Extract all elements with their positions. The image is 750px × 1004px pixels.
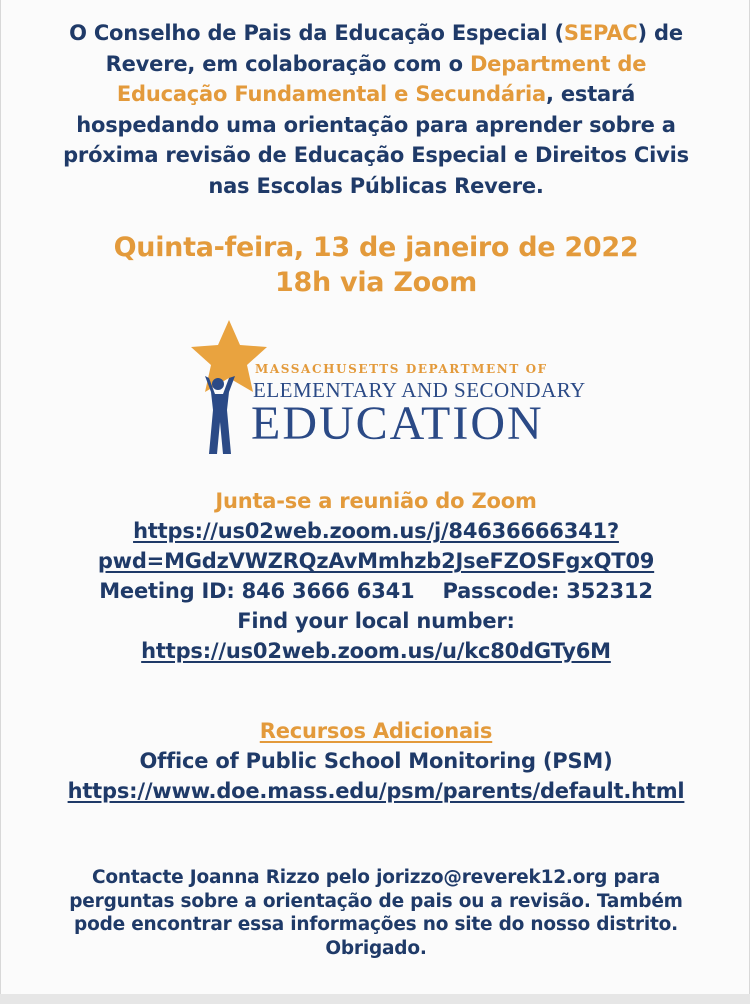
event-datetime (21, 230, 731, 300)
local-number-link[interactable]: https://us02web.zoom.us/u/kc80dGTy6M (141, 639, 611, 663)
contact-paragraph (31, 866, 721, 960)
local-number-label: Find your local number: (237, 609, 515, 633)
resources-section (11, 716, 741, 806)
psm-office-name: Office of Public School Monitoring (PSM) (139, 749, 613, 773)
zoom-heading: Junta-se a reunião do Zoom (215, 489, 537, 513)
dese-logo (187, 318, 586, 458)
contact-line-1: Contacte Joanna Rizzo pelo jorizzo@reverek12.org para (91, 867, 660, 888)
department-name-part1: Department de (469, 51, 647, 76)
intro-line-1: O Conselho de Pais da Educação Especial (SEPAC) de (69, 21, 683, 45)
page-bottom-edge (0, 994, 750, 1004)
psm-link[interactable]: https://www.doe.mass.edu/psm/parents/default.html (67, 779, 685, 803)
intro-line-5: próxima revisão de Educação Especial e Direitos Civis (63, 143, 689, 167)
meeting-passcode: Passcode: 352312 (442, 579, 653, 603)
zoom-section (11, 486, 741, 666)
resources-heading: Recursos Adicionais (259, 719, 493, 743)
logo-line-small: MASSACHUSETTS DEPARTMENT OF (255, 362, 548, 376)
intro-line-2: Revere, em colaboração com o Department de (105, 51, 647, 76)
meeting-credentials (11, 576, 741, 606)
contact-line-4: Obrigado. (325, 937, 427, 959)
contact-line-3: pode encontrar essa informações no site do nosso distrito. (74, 914, 678, 935)
logo-line-mid: ELEMENTARY AND SECONDARY (253, 378, 586, 402)
zoom-meeting-link[interactable]: https://us02web.zoom.us/j/84636666341? pwd=MGdzVWZRQzAvMmhzb2JseFZOSFgxQT09 (97, 519, 655, 573)
event-time: 18h via Zoom (275, 267, 477, 298)
sepac-acronym: SEPAC (563, 21, 638, 45)
intro-line-4: hospedando uma orientação para aprender sobre a (76, 112, 676, 137)
intro-line-3: Educação Fundamental e Secundária, estará (116, 82, 636, 106)
logo-line-big: EDUCATION (251, 397, 544, 450)
event-date: Quinta-feira, 13 de janeiro de 2022 (113, 232, 639, 263)
intro-paragraph (21, 18, 731, 201)
intro-line-6: nas Escolas Públicas Revere. (208, 173, 544, 198)
meeting-id: Meeting ID: 846 3666 6341 (99, 579, 415, 603)
department-name-part2: Educação Fundamental e Secundária (116, 82, 546, 106)
contact-line-2: perguntas sobre a orientação de pais ou a revisão. Também (69, 890, 683, 912)
